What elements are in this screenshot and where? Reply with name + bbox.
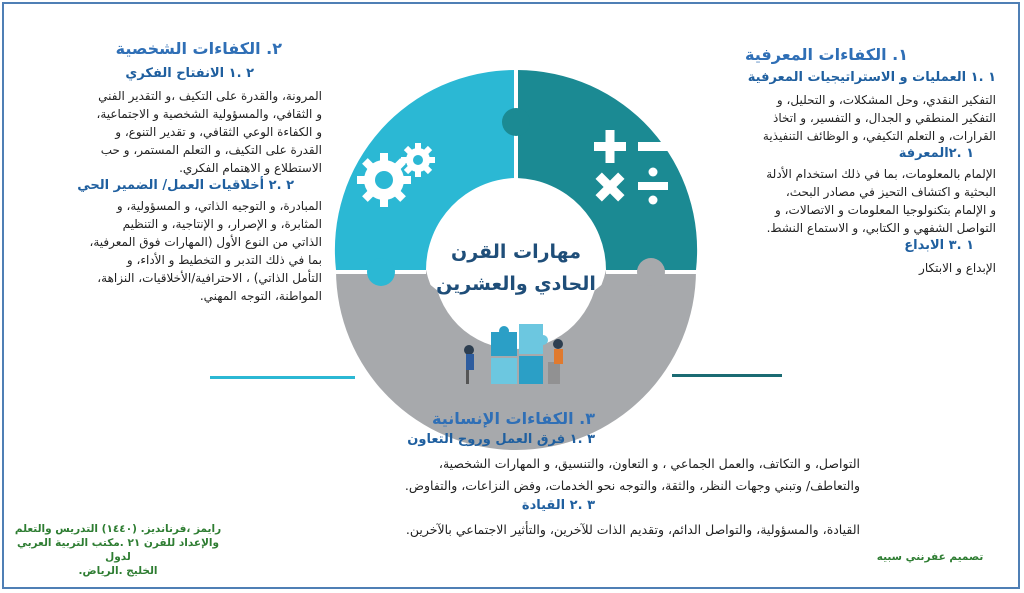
social-sub1-title: ٣ .١ فرق العمل وروح التعاون bbox=[407, 432, 595, 447]
text-line: التأمل الذاتي) ، الاحترافية/الأخلاقيات، النزاهة، bbox=[97, 271, 322, 285]
personal-sub1-title: ٢ .١ الانفتاح الفكري bbox=[125, 66, 254, 81]
text-line: التفكير المنطقي و الجدال، و التفسير، و اتخاذ bbox=[773, 111, 996, 125]
left-divider-bar bbox=[210, 376, 355, 379]
social-sub2-text: القيادة، والمسؤولية، والتواصل الدائم، وتقديم الذات للآخرين، والتأثير الاجتماعي بالآخرين. bbox=[405, 522, 860, 537]
text-line: والإعداد للقرن ٢١ .مكتب التربية العربي لدول bbox=[16, 537, 220, 563]
personal-section bbox=[12, 38, 322, 305]
text-line: و الثقافي، والمسؤولية الشخصية و الاجتماعية، bbox=[96, 107, 322, 121]
center-title-line1: مهارات القرن bbox=[451, 241, 581, 263]
text-line: البحثية و اكتشاف التحيز في مصادر البحث، bbox=[785, 185, 996, 199]
text-line: والتعاطف/ وتبني وجهات النظر، والثقة، والتوجه نحو الخدمات، وفض النزاعات، والتفاوض. bbox=[404, 478, 860, 493]
text-line: الإلمام بالمعلومات، بما في ذلك استخدام الأدلة bbox=[766, 167, 996, 181]
cognitive-title: ١. الكفاءات المعرفية bbox=[745, 45, 908, 64]
cognitive-sub1-text bbox=[666, 91, 996, 145]
text-line: التواصل الشفهي و الكتابي، و الاستماع النشط. bbox=[766, 221, 996, 235]
text-line: بما في ذلك التدبر و التخطيط و الأداء، و bbox=[126, 253, 322, 267]
text-line: القدرة على التكيف، و التعلم المستمر، و حب bbox=[100, 143, 322, 157]
cognitive-section bbox=[666, 44, 996, 277]
competencies-circle-diagram bbox=[326, 62, 706, 452]
social-sub1-text bbox=[230, 453, 860, 497]
personal-title: ٢. الكفاءات الشخصية bbox=[115, 39, 282, 58]
cognitive-sub2-text bbox=[666, 165, 996, 237]
text-line: القرارات، و التعلم التكيفي، و الوظائف التنفيذية bbox=[762, 129, 996, 143]
designer-credit: تصميم عفرنني سبيه bbox=[876, 551, 984, 563]
source-citation bbox=[8, 522, 228, 578]
text-line: المواطنة، التوجه المهني. bbox=[199, 289, 322, 303]
text-line: الخليج .الرياض. bbox=[78, 565, 158, 577]
text-line: التفكير النقدي، وحل المشكلات، و التحليل، و bbox=[776, 93, 996, 107]
cognitive-sub2-title: ١ .٢المعرفة bbox=[898, 146, 974, 161]
social-section bbox=[230, 408, 860, 539]
text-line: و الكفاءة الوعي الثقافي، و تقدير التنوع، و bbox=[115, 125, 322, 139]
social-sub2-title: ٣ .٢ القيادة bbox=[521, 498, 595, 513]
text-line: المرونة، والقدرة على التكيف ،و التقدير الفني bbox=[98, 89, 322, 103]
right-divider-bar bbox=[672, 374, 782, 377]
text-line: رايمز ،فرنانديز. (١٤٤٠) التدريس والتعلم bbox=[14, 523, 222, 535]
social-title: ٣. الكفاءات الإنسانية bbox=[432, 409, 595, 428]
center-title-line2: الحادي والعشرين bbox=[436, 273, 596, 295]
cognitive-sub3-title: ١ .٣ الابداع bbox=[904, 238, 974, 253]
personal-sub1-text bbox=[12, 87, 322, 177]
text-line: المبادرة، و التوجيه الذاتي، و المسؤولية، و bbox=[116, 199, 322, 213]
text-line: الاستطلاع و الاهتمام الفكري. bbox=[179, 161, 322, 175]
text-line: و الإلمام بتكنولوجيا المعلومات و الاتصالات، و bbox=[775, 203, 996, 217]
personal-sub2-title: ٢ .٢ أخلاقيات العمل/ الضمير الحي bbox=[77, 178, 294, 193]
text-line: الذاتي من النوع الأول (المهارات فوق المعرفية، bbox=[89, 235, 322, 249]
cognitive-sub3-text: الإبداع و الابتكار bbox=[919, 261, 996, 275]
text-line: المثابرة، و الإصرار، و الإنتاجية، و التنظيم bbox=[122, 217, 322, 231]
personal-sub2-text bbox=[12, 197, 322, 305]
cognitive-sub1-title: ١ .١ العمليات و الاستراتيجيات المعرفية bbox=[747, 70, 996, 85]
text-line: التواصل، و التكاتف، والعمل الجماعي ، و التعاون، والتنسيق، و المهارات الشخصية، bbox=[438, 456, 860, 471]
